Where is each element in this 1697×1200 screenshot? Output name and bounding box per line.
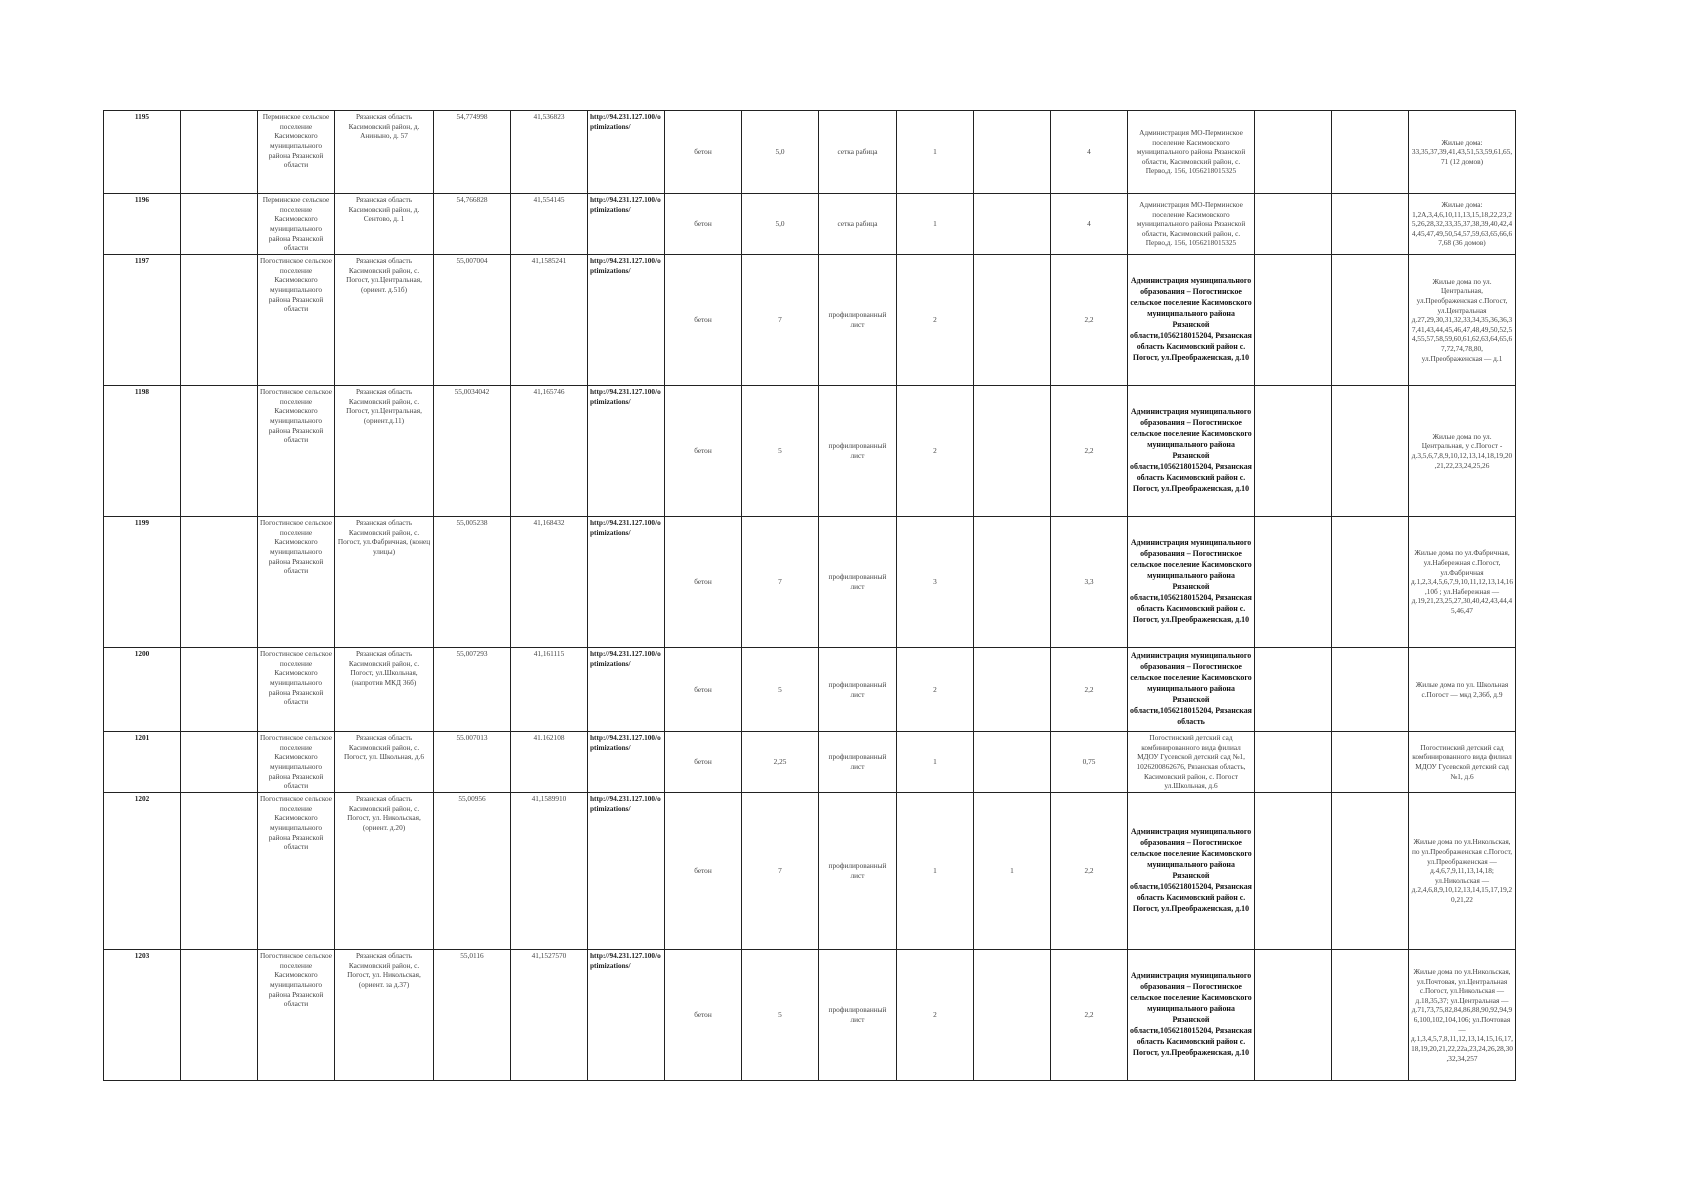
- address-cell: Рязанская область Касимовский район, с. Погост, ул.Центральная, (ориент.д.11): [335, 386, 434, 517]
- containers-cell: 2: [897, 386, 974, 517]
- row-number: 1195: [104, 111, 181, 194]
- map-link[interactable]: http://94.231.127.100/optimizations/: [588, 111, 665, 194]
- extra-containers-cell: [974, 255, 1051, 386]
- fence-cell: профилированный лист: [819, 950, 897, 1081]
- table-row: [104, 517, 1516, 648]
- volume-cell: 2,2: [1051, 386, 1128, 517]
- admin-cell: Администрация муниципального образования – Погостинское сельское поселение Касимовского муниципального района Рязанской области,1056218015204, Рязанская область Касимовский район с. Погост, ул.Преображенская, д.10: [1128, 517, 1255, 648]
- map-link[interactable]: http://94.231.127.100/optimizations/: [588, 194, 665, 255]
- empty-cell: [1255, 517, 1332, 648]
- empty-cell: [181, 793, 258, 950]
- longitude-cell: 41,161115: [511, 648, 588, 732]
- empty-cell: [1255, 648, 1332, 732]
- containers-cell: 1: [897, 111, 974, 194]
- settlement-cell: Погостинское сельское поселение Касимовского муниципального района Рязанской области: [258, 793, 335, 950]
- surface-cell: бетон: [665, 386, 742, 517]
- map-link[interactable]: http://94.231.127.100/optimizations/: [588, 386, 665, 517]
- table-row: [104, 793, 1516, 950]
- empty-cell: [181, 255, 258, 386]
- extra-containers-cell: [974, 386, 1051, 517]
- fence-cell: профилированный лист: [819, 255, 897, 386]
- admin-cell: Администрация МО-Перминское поселение Касимовского муниципального района Рязанской области, Касимовский район, с. Перво,д. 156, 1056218015325: [1128, 194, 1255, 255]
- volume-cell: 2,2: [1051, 793, 1128, 950]
- empty-cell: [1332, 732, 1409, 793]
- area-cell: 5: [742, 648, 819, 732]
- map-link[interactable]: http://94.231.127.100/optimizations/: [588, 950, 665, 1081]
- empty-cell: [1255, 111, 1332, 194]
- map-link[interactable]: http://94.231.127.100/optimizations/: [588, 517, 665, 648]
- latitude-cell: 55.007013: [434, 732, 511, 793]
- address-cell: Рязанская область Касимовский район, с. Погост, ул. Никольская, (ориент. д.20): [335, 793, 434, 950]
- empty-cell: [1332, 255, 1409, 386]
- admin-cell: Администрация муниципального образования – Погостинское сельское поселение Касимовского муниципального района Рязанской области,1056218015204, Рязанская область Касимовский район с. Погост, ул.Преображенская, д.10: [1128, 255, 1255, 386]
- empty-cell: [181, 111, 258, 194]
- fence-cell: профилированный лист: [819, 732, 897, 793]
- admin-cell: Администрация муниципального образования – Погостинское сельское поселение Касимовского муниципального района Рязанской области,1056218015204, Рязанская область Касимовский район с. Погост, ул.Преображенская, д.10: [1128, 386, 1255, 517]
- row-number: 1197: [104, 255, 181, 386]
- extra-containers-cell: [974, 111, 1051, 194]
- map-link[interactable]: http://94.231.127.100/optimizations/: [588, 648, 665, 732]
- address-cell: Рязанская область Касимовский район, с. Погост, ул.Фабричная, (конец улицы): [335, 517, 434, 648]
- admin-cell: Погостинский детский сад комбинированного вида филиал МДОУ Гусевской детский сад №1, 1026200862676, Рязанская область, Касимовский район, с. Погост ул.Школьная, д.6: [1128, 732, 1255, 793]
- empty-cell: [181, 517, 258, 648]
- served-objects-cell: Жилые дома по ул.Фабричная, ул.Набережная с.Погост, ул.Фабричная д.1,2,3,4,5,6,7,9,10,11,12,13,14,16,10б ; ул.Набережная — д.19,21,23,25,27,30,40,42,43,44,45,46,47: [1409, 517, 1516, 648]
- table-row: [104, 194, 1516, 255]
- empty-cell: [1255, 386, 1332, 517]
- containers-cell: 1: [897, 793, 974, 950]
- volume-cell: 4: [1051, 194, 1128, 255]
- volume-cell: 2,2: [1051, 255, 1128, 386]
- latitude-cell: 55,007004: [434, 255, 511, 386]
- area-cell: 5,0: [742, 194, 819, 255]
- served-objects-cell: Жилые дома по ул.Никольская, по ул.Преображенская с.Погост, ул.Преображенская — д.4,6,7,9,11,13,14,18; ул.Никольская — д.2,4,6,8,9,10,12,13,14,15,17,19,20,21,22: [1409, 793, 1516, 950]
- area-cell: 7: [742, 793, 819, 950]
- table-row: [104, 732, 1516, 793]
- latitude-cell: 54,766828: [434, 194, 511, 255]
- area-cell: 5,0: [742, 111, 819, 194]
- map-link[interactable]: http://94.231.127.100/optimizations/: [588, 793, 665, 950]
- admin-cell: Администрация муниципального образования – Погостинское сельское поселение Касимовского муниципального района Рязанской области,1056218015204, Рязанская область: [1128, 648, 1255, 732]
- empty-cell: [1332, 950, 1409, 1081]
- address-cell: Рязанская область Касимовский район, с. Погост, ул. Школьная, д.6: [335, 732, 434, 793]
- extra-containers-cell: [974, 950, 1051, 1081]
- fence-cell: сетка рабица: [819, 111, 897, 194]
- volume-cell: 0,75: [1051, 732, 1128, 793]
- settlement-cell: Погостинское сельское поселение Касимовского муниципального района Рязанской области: [258, 517, 335, 648]
- served-objects-cell: Погостинский детский сад комбинированного вида филиал МДОУ Гусевской детский сад №1, д.6: [1409, 732, 1516, 793]
- served-objects-cell: Жилые дома по ул. Центральная, ул.Преображенская с.Погост, ул.Центральная д.27,29,30,31,32,33,34,35,36,36,37,41,43,44,45,46,47,48,49,50,52,54,55,57,58,59,60,61,62,63,64,65,67,72,74,78,80, ул.Преображенская — д.1: [1409, 255, 1516, 386]
- volume-cell: 3,3: [1051, 517, 1128, 648]
- empty-cell: [1332, 386, 1409, 517]
- empty-cell: [1332, 793, 1409, 950]
- empty-cell: [1255, 793, 1332, 950]
- containers-cell: 2: [897, 255, 974, 386]
- admin-cell: Администрация муниципального образования – Погостинское сельское поселение Касимовского муниципального района Рязанской области,1056218015204, Рязанская область Касимовский район с. Погост, ул.Преображенская, д.10: [1128, 950, 1255, 1081]
- admin-cell: Администрация муниципального образования – Погостинское сельское поселение Касимовского муниципального района Рязанской области,1056218015204, Рязанская область Касимовский район с. Погост, ул.Преображенская, д.10: [1128, 793, 1255, 950]
- settlement-cell: Погостинское сельское поселение Касимовского муниципального района Рязанской области: [258, 648, 335, 732]
- longitude-cell: 41.162108: [511, 732, 588, 793]
- row-number: 1199: [104, 517, 181, 648]
- empty-cell: [1332, 517, 1409, 648]
- area-cell: 5: [742, 386, 819, 517]
- latitude-cell: 55,007293: [434, 648, 511, 732]
- address-cell: Рязанская область Касимовский район, с. Погост, ул.Центральная, (ориент. д.51б): [335, 255, 434, 386]
- volume-cell: 4: [1051, 111, 1128, 194]
- latitude-cell: 54,774998: [434, 111, 511, 194]
- surface-cell: бетон: [665, 111, 742, 194]
- extra-containers-cell: 1: [974, 793, 1051, 950]
- row-number: 1202: [104, 793, 181, 950]
- longitude-cell: 41,165746: [511, 386, 588, 517]
- surface-cell: бетон: [665, 950, 742, 1081]
- empty-cell: [181, 194, 258, 255]
- empty-cell: [181, 732, 258, 793]
- map-link[interactable]: http://94.231.127.100/optimizations/: [588, 732, 665, 793]
- address-cell: Рязанская область Касимовский район, д. Сентово, д. 1: [335, 194, 434, 255]
- settlement-cell: Перминское сельское поселение Касимовского муниципального района Рязанской области: [258, 194, 335, 255]
- longitude-cell: 41,1585241: [511, 255, 588, 386]
- volume-cell: 2,2: [1051, 950, 1128, 1081]
- area-cell: 7: [742, 517, 819, 648]
- served-objects-cell: Жилые дома по ул. Центральная, у с.Погост - д.3,5,6,7,8,9,10,12,13,14,18,19,20,21,22,23,24,25,26: [1409, 386, 1516, 517]
- extra-containers-cell: [974, 648, 1051, 732]
- served-objects-cell: Жилые дома по ул.Никольская, ул.Почтовая, ул.Центральная с.Погост, ул.Никольская — д.18,35,37; ул.Центральная — д.71,73,75,82,84,86,88,90,92,94,96,100,102,104,106; ул.Почтовая — д.1,3,4,5,7,8,11,12,13,14,15,16,17,18,19,20,21,22,22а,23,24,26,28,30,32,34,257: [1409, 950, 1516, 1081]
- empty-cell: [1332, 111, 1409, 194]
- served-objects-cell: Жилые дома: 33,35,37,39,41,43,51,53,59,61,65,71 (12 домов): [1409, 111, 1516, 194]
- row-number: 1196: [104, 194, 181, 255]
- containers-cell: 1: [897, 194, 974, 255]
- empty-cell: [181, 950, 258, 1081]
- latitude-cell: 55,0116: [434, 950, 511, 1081]
- settlement-cell: Перминское сельское поселение Касимовского муниципального района Рязанской области: [258, 111, 335, 194]
- fence-cell: профилированный лист: [819, 648, 897, 732]
- surface-cell: бетон: [665, 732, 742, 793]
- served-objects-cell: Жилые дома: 1,2А,3,4,6,10,11,13,15,18,22,23,25,26,28,32,33,35,37,38,39,40,42,44,45,47,49,50,54,57,59,63,65,66,67,68 (36 домов): [1409, 194, 1516, 255]
- table-row: [104, 950, 1516, 1081]
- empty-cell: [1255, 732, 1332, 793]
- empty-cell: [181, 648, 258, 732]
- address-cell: Рязанская область Касимовский район, с. Погост, ул. Никольская, (ориент. за д.37): [335, 950, 434, 1081]
- table-row: [104, 255, 1516, 386]
- latitude-cell: 55,0034042: [434, 386, 511, 517]
- table-row: [104, 386, 1516, 517]
- containers-cell: 2: [897, 950, 974, 1081]
- surface-cell: бетон: [665, 793, 742, 950]
- row-number: 1198: [104, 386, 181, 517]
- area-cell: 5: [742, 950, 819, 1081]
- surface-cell: бетон: [665, 255, 742, 386]
- longitude-cell: 41,1527570: [511, 950, 588, 1081]
- empty-cell: [1255, 255, 1332, 386]
- containers-cell: 3: [897, 517, 974, 648]
- settlement-cell: Погостинское сельское поселение Касимовского муниципального района Рязанской области: [258, 255, 335, 386]
- longitude-cell: 41,168432: [511, 517, 588, 648]
- map-link[interactable]: http://94.231.127.100/optimizations/: [588, 255, 665, 386]
- fence-cell: профилированный лист: [819, 517, 897, 648]
- row-number: 1200: [104, 648, 181, 732]
- empty-cell: [1255, 950, 1332, 1081]
- area-cell: 7: [742, 255, 819, 386]
- table-row: [104, 111, 1516, 194]
- served-objects-cell: Жилые дома по ул. Школьная с.Погост — мкд 2,36б, д.9: [1409, 648, 1516, 732]
- row-number: 1201: [104, 732, 181, 793]
- extra-containers-cell: [974, 732, 1051, 793]
- settlement-cell: Погостинское сельское поселение Касимовского муниципального района Рязанской области: [258, 732, 335, 793]
- settlement-cell: Погостинское сельское поселение Касимовского муниципального района Рязанской области: [258, 950, 335, 1081]
- admin-cell: Администрация МО-Перминское поселение Касимовского муниципального района Рязанской области, Касимовский район, с. Перво,д. 156, 1056218015325: [1128, 111, 1255, 194]
- address-cell: Рязанская область Касимовский район, с. Погост, ул.Школьная, (напротив МКД 36б): [335, 648, 434, 732]
- table-row: [104, 648, 1516, 732]
- surface-cell: бетон: [665, 194, 742, 255]
- extra-containers-cell: [974, 517, 1051, 648]
- latitude-cell: 55,00956: [434, 793, 511, 950]
- row-number: 1203: [104, 950, 181, 1081]
- containers-cell: 1: [897, 732, 974, 793]
- longitude-cell: 41,1589910: [511, 793, 588, 950]
- longitude-cell: 41,554145: [511, 194, 588, 255]
- empty-cell: [181, 386, 258, 517]
- latitude-cell: 55,005238: [434, 517, 511, 648]
- registry-table: [103, 110, 1516, 1081]
- fence-cell: сетка рабица: [819, 194, 897, 255]
- area-cell: 2,25: [742, 732, 819, 793]
- address-cell: Рязанская область Касимовский район, д. Аниныно, д. 57: [335, 111, 434, 194]
- empty-cell: [1332, 194, 1409, 255]
- surface-cell: бетон: [665, 517, 742, 648]
- longitude-cell: 41,536823: [511, 111, 588, 194]
- volume-cell: 2,2: [1051, 648, 1128, 732]
- containers-cell: 2: [897, 648, 974, 732]
- fence-cell: профилированный лист: [819, 386, 897, 517]
- empty-cell: [1332, 648, 1409, 732]
- fence-cell: профилированный лист: [819, 793, 897, 950]
- settlement-cell: Погостинское сельское поселение Касимовского муниципального района Рязанской области: [258, 386, 335, 517]
- empty-cell: [1255, 194, 1332, 255]
- extra-containers-cell: [974, 194, 1051, 255]
- surface-cell: бетон: [665, 648, 742, 732]
